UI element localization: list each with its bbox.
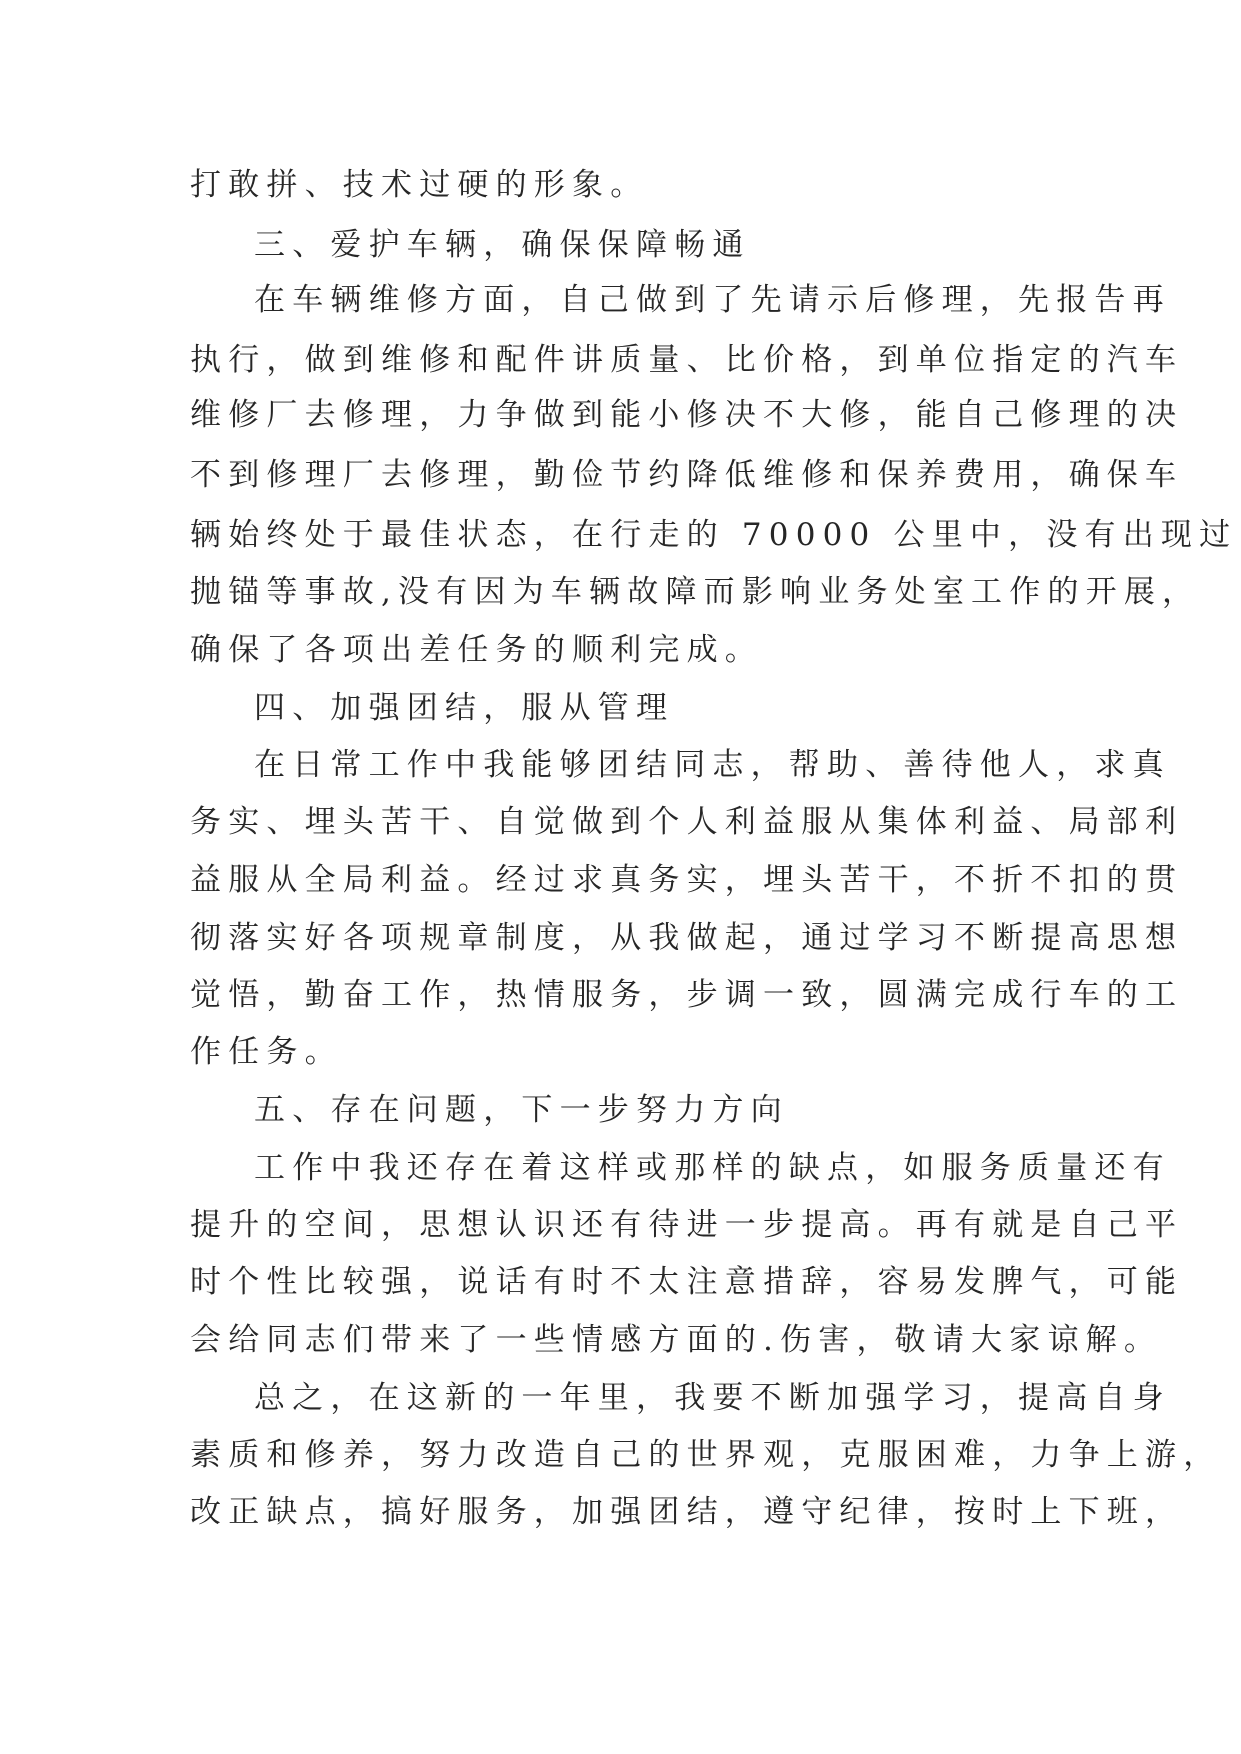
section-heading: 四、加强团结，服从管理	[254, 690, 675, 726]
text-line: 执行，做到维修和配件讲质量、比价格，到单位指定的汽车	[190, 342, 1184, 378]
text-line: 总之，在这新的一年里，我要不断加强学习，提高自身	[254, 1380, 1171, 1416]
text-line: 不到修理厂去修理，勤俭节约降低维修和保养费用，确保车	[190, 457, 1184, 493]
text-line: 作任务。	[190, 1034, 343, 1070]
text-line: 工作中我还存在着这样或那样的缺点，如服务质量还有	[254, 1150, 1171, 1186]
text-line: 彻落实好各项规章制度，从我做起，通过学习不断提高思想	[190, 920, 1184, 956]
text-line: 素质和修养，努力改造自己的世界观，克服困难，力争上游，	[190, 1437, 1222, 1473]
text-line: 抛锚等事故,没有因为车辆故障而影响业务处室工作的开展，	[190, 574, 1201, 610]
text-line: 在车辆维修方面，自己做到了先请示后修理，先报告再	[254, 282, 1171, 318]
text-line: 维修厂去修理，力争做到能小修决不大修，能自己修理的决	[190, 397, 1184, 433]
text-line: 辆始终处于最佳状态，在行走的 70000 公里中，没有出现过	[190, 517, 1238, 553]
section-heading: 三、爱护车辆，确保保障畅通	[254, 227, 751, 263]
text-line: 会给同志们带来了一些情感方面的.伤害，敬请大家谅解。	[190, 1322, 1163, 1358]
text-line: 务实、埋头苦干、自觉做到个人利益服从集体利益、局部利	[190, 804, 1184, 840]
text-line: 改正缺点，搞好服务，加强团结，遵守纪律，按时上下班，	[190, 1494, 1184, 1530]
text-line: 提升的空间，思想认识还有待进一步提高。再有就是自己平	[190, 1207, 1184, 1243]
text-line: 益服从全局利益。经过求真务实，埋头苦干，不折不扣的贯	[190, 862, 1184, 898]
section-heading: 五、存在问题，下一步努力方向	[254, 1092, 789, 1128]
text-line: 觉悟，勤奋工作，热情服务，步调一致，圆满完成行车的工	[190, 977, 1184, 1013]
text-line: 打敢拼、技术过硬的形象。	[190, 167, 649, 203]
text-line: 确保了各项出差任务的顺利完成。	[190, 632, 763, 668]
text-line: 在日常工作中我能够团结同志，帮助、善待他人，求真	[254, 747, 1171, 783]
text-line: 时个性比较强，说话有时不太注意措辞，容易发脾气，可能	[190, 1264, 1184, 1300]
